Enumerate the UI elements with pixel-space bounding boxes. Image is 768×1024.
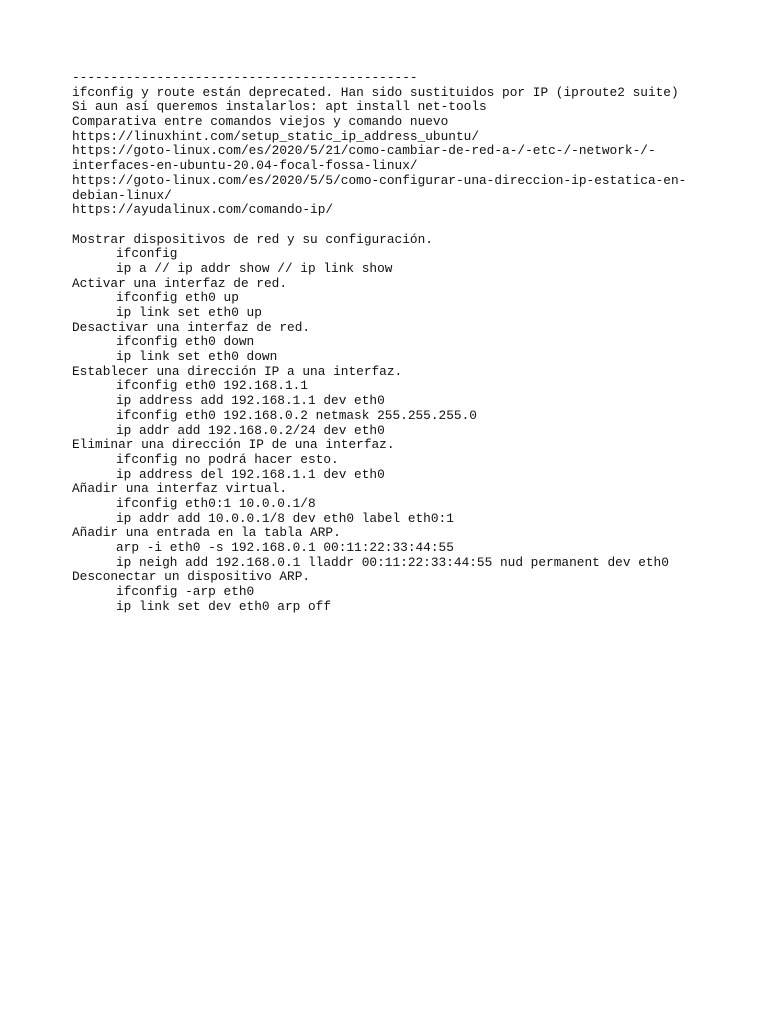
command-line: ip addr add 192.168.0.2/24 dev eth0 <box>116 422 385 438</box>
intro-line: Si aun así queremos instalarlos: apt install net-tools <box>72 99 487 115</box>
command-line: ifconfig eth0 up <box>116 290 239 306</box>
section-title: Activar una interfaz de red. <box>72 275 288 291</box>
command-line: ifconfig <box>116 246 178 262</box>
command-line: ip address add 192.168.1.1 dev eth0 <box>116 393 385 409</box>
reference-link[interactable]: https://goto-linux.com/es/2020/5/5/como-configurar-una-direccion-ip-estatica-en- <box>72 172 687 188</box>
section-title: Eliminar una dirección IP de una interfaz. <box>72 437 395 453</box>
command-line: ifconfig eth0 192.168.1.1 <box>116 378 308 394</box>
command-line: ifconfig no podrá hacer esto. <box>116 451 339 467</box>
command-line: ip link set dev eth0 arp off <box>116 598 332 614</box>
separator-rule: --------------------------------------------- <box>72 70 418 85</box>
command-line: ifconfig -arp eth0 <box>116 584 255 600</box>
section-title: Desactivar una interfaz de red. <box>72 319 311 335</box>
command-line: ifconfig eth0:1 10.0.0.1/8 <box>116 495 316 511</box>
document-page <box>72 71 752 614</box>
reference-link-continuation[interactable]: interfaces-en-ubuntu-20.04-focal-fossa-linux/ <box>72 158 418 174</box>
reference-link-continuation[interactable]: debian-linux/ <box>72 187 172 203</box>
intro-line: ifconfig y route están deprecated. Han sido sustituidos por IP (iproute2 suite) <box>72 84 679 100</box>
command-line: ip link set eth0 down <box>116 349 278 365</box>
intro-line: Comparativa entre comandos viejos y comando nuevo <box>72 114 449 130</box>
command-line: ip neigh add 192.168.0.1 lladdr 00:11:22:33:44:55 nud permanent dev eth0 <box>116 554 669 570</box>
section-title: Desconectar un dispositivo ARP. <box>72 569 311 585</box>
command-line: ip a // ip addr show // ip link show <box>116 260 393 276</box>
reference-link[interactable]: https://goto-linux.com/es/2020/5/21/como-cambiar-de-red-a-/-etc-/-network-/- <box>72 143 656 159</box>
blank-line <box>72 218 752 233</box>
reference-link[interactable]: https://ayudalinux.com/comando-ip/ <box>72 202 334 218</box>
section-title: Añadir una interfaz virtual. <box>72 481 288 497</box>
section-title: Mostrar dispositivos de red y su configuración. <box>72 231 433 247</box>
command-line: ip link set eth0 up <box>116 305 262 320</box>
command-line: ifconfig eth0 192.168.0.2 netmask 255.255.255.0 <box>116 407 477 423</box>
section-title: Establecer una dirección IP a una interfaz. <box>72 363 403 379</box>
section-title: Añadir una entrada en la tabla ARP. <box>72 525 341 541</box>
command-line: ip address del 192.168.1.1 dev eth0 <box>116 466 385 482</box>
command-line: ifconfig eth0 down <box>116 334 255 350</box>
command-line: arp -i eth0 -s 192.168.0.1 00:11:22:33:44:55 <box>116 540 454 555</box>
reference-link[interactable]: https://linuxhint.com/setup_static_ip_address_ubuntu/ <box>72 128 480 144</box>
command-line: ip addr add 10.0.0.1/8 dev eth0 label eth0:1 <box>116 510 454 526</box>
